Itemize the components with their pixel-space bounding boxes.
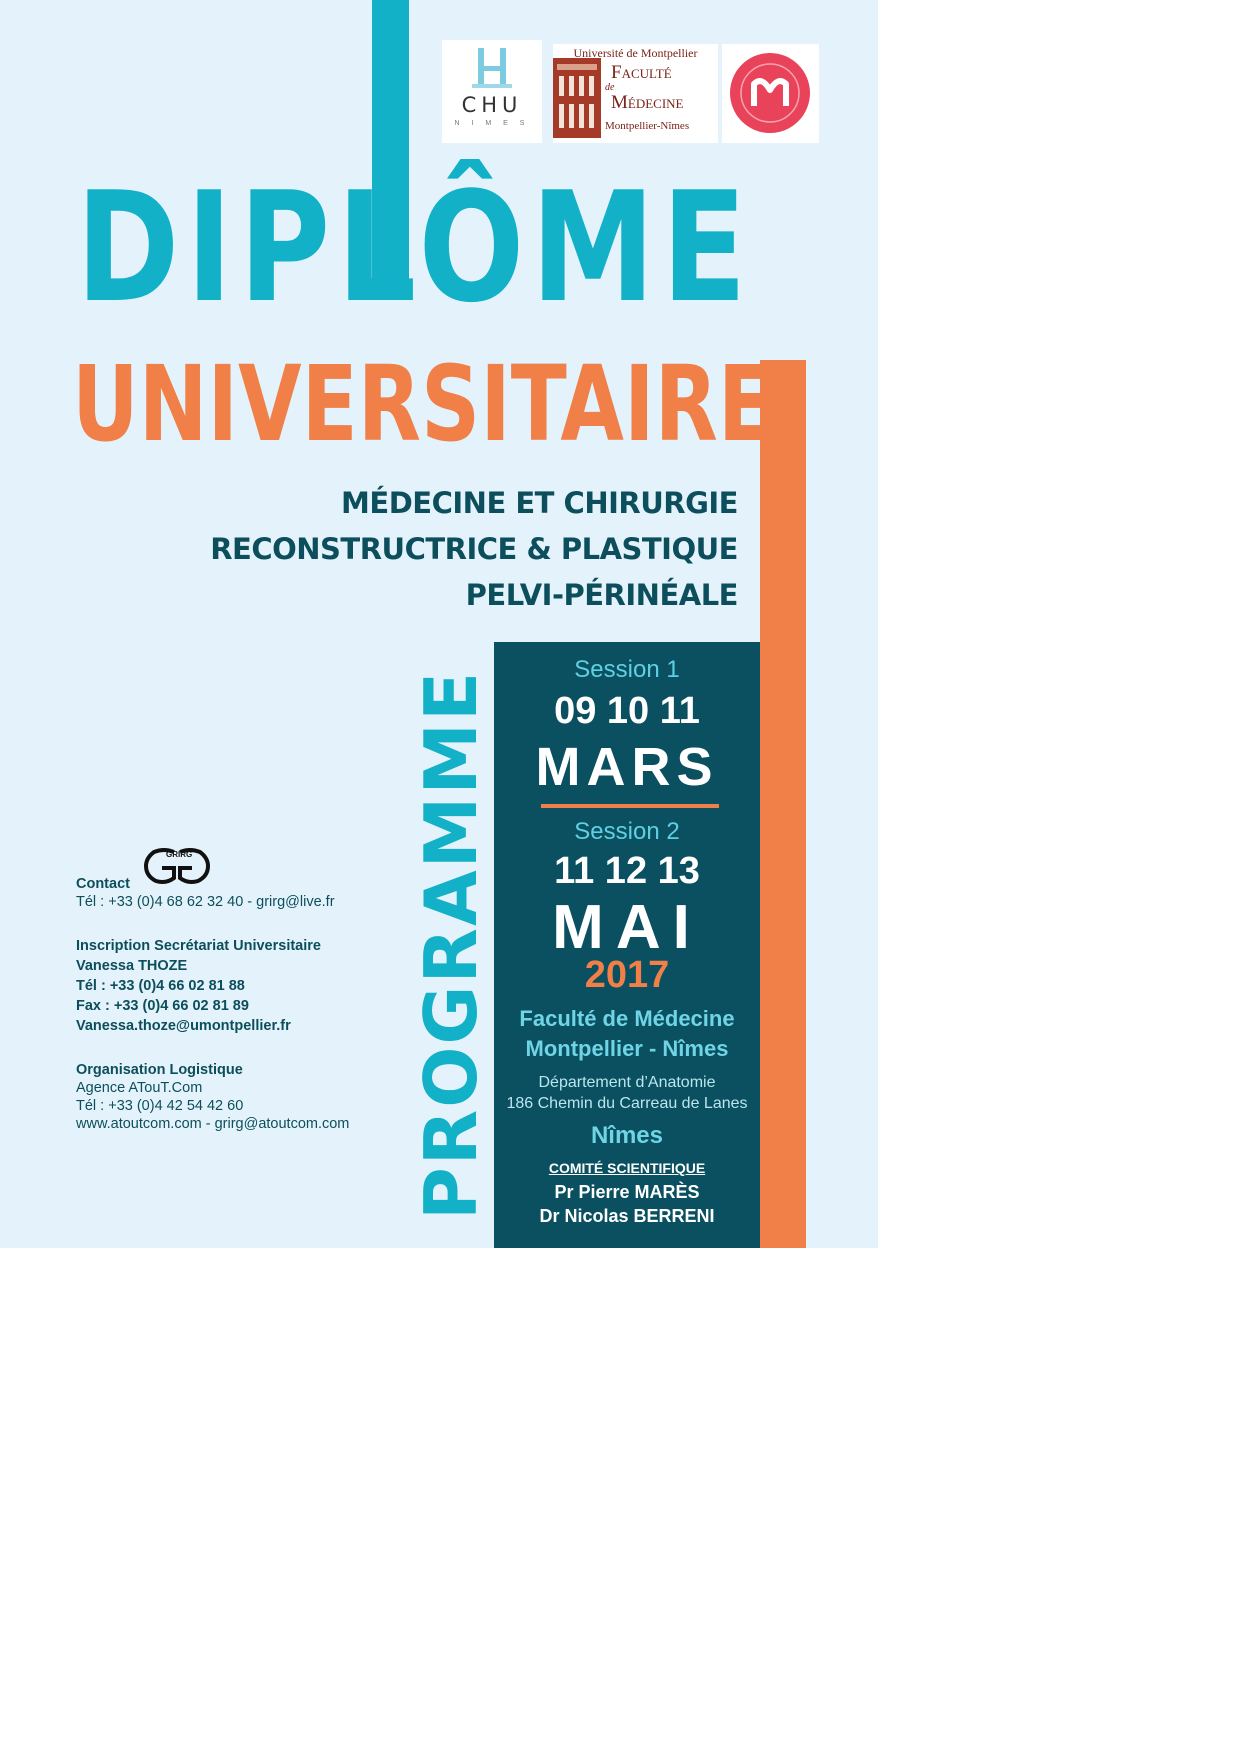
faculty-logo-line4: Médecine [611,92,684,113]
faculty-logo [553,44,718,143]
organisation-web[interactable]: www.atoutcom.com - grirg@atoutcom.com [76,1116,350,1132]
faculty-logo-line5: Montpellier-Nîmes [605,120,690,132]
chu-logo [442,40,542,143]
session-1-days: 09 10 11 [554,690,700,732]
organisation-tel: Tél : +33 (0)4 42 54 42 60 [76,1098,244,1114]
faculty-logo-line2: Faculté [611,62,672,83]
contact-phone: Tél : +33 (0)4 68 62 32 40 - grirg@live.fr [76,894,335,910]
committee-member-2: Dr Nicolas BERRENI [539,1206,715,1226]
session-2-days: 11 12 13 [554,850,700,892]
title-universitaire: UNIVERSITAIRE [72,343,774,465]
grirg-logo-text: GRIRG [166,850,193,859]
inscription-name: Vanessa THOZE [76,958,188,974]
subtitle-line-2: RECONSTRUCTRICE & PLASTIQUE [210,532,738,566]
session-1-label: Session 1 [574,656,680,683]
committee-heading: COMITÉ SCIENTIFIQUE [548,1160,706,1176]
inscription-email[interactable]: Vanessa.thoze@umontpellier.fr [76,1018,291,1034]
year: 2017 [584,954,670,996]
programme-vertical-label: PROGRAMME [409,669,493,1220]
venue-line-1: Faculté de Médecine [519,1006,735,1031]
faculty-building-icon [553,58,601,138]
chu-logo-subtext: N I M E S [454,120,530,127]
venue-city: Nîmes [590,1122,664,1149]
venue-address: 186 Chemin du Carreau de Lanes [506,1095,748,1112]
session-1-month: MARS [535,737,719,797]
session-2-month: MAI [552,893,702,962]
session-2-label: Session 2 [574,818,680,845]
faculty-logo-line1: Université de Montpellier [573,46,698,60]
organisation-heading: Organisation Logistique [76,1062,243,1078]
inscription-tel: Tél : +33 (0)4 66 02 81 88 [76,978,245,994]
inscription-heading: Inscription Secrétariat Universitaire [76,938,321,954]
contact-heading: Contact [76,876,130,892]
subtitle-line-1: MÉDECINE ET CHIRURGIE [341,486,738,520]
title-diplome: DIPLÔME [76,159,754,336]
orange-accent-bar [760,360,806,1248]
organisation-agency: Agence ATouT.Com [76,1080,203,1096]
committee-member-1: Pr Pierre MARÈS [554,1182,700,1202]
university-seal-icon [722,44,819,143]
grirg-logo [144,846,210,886]
university-seal-logo [722,44,819,143]
venue-department: Département d’Anatomie [538,1074,716,1091]
chu-logo-text: CHU [461,93,523,117]
faculty-logo-line3: de [605,82,615,93]
subtitle-line-3: PELVI-PÉRINÉALE [465,578,738,612]
chu-h-icon [442,40,542,143]
session-divider [541,804,719,808]
inscription-fax: Fax : +33 (0)4 66 02 81 89 [76,998,249,1014]
venue-line-2: Montpellier - Nîmes [525,1036,729,1061]
